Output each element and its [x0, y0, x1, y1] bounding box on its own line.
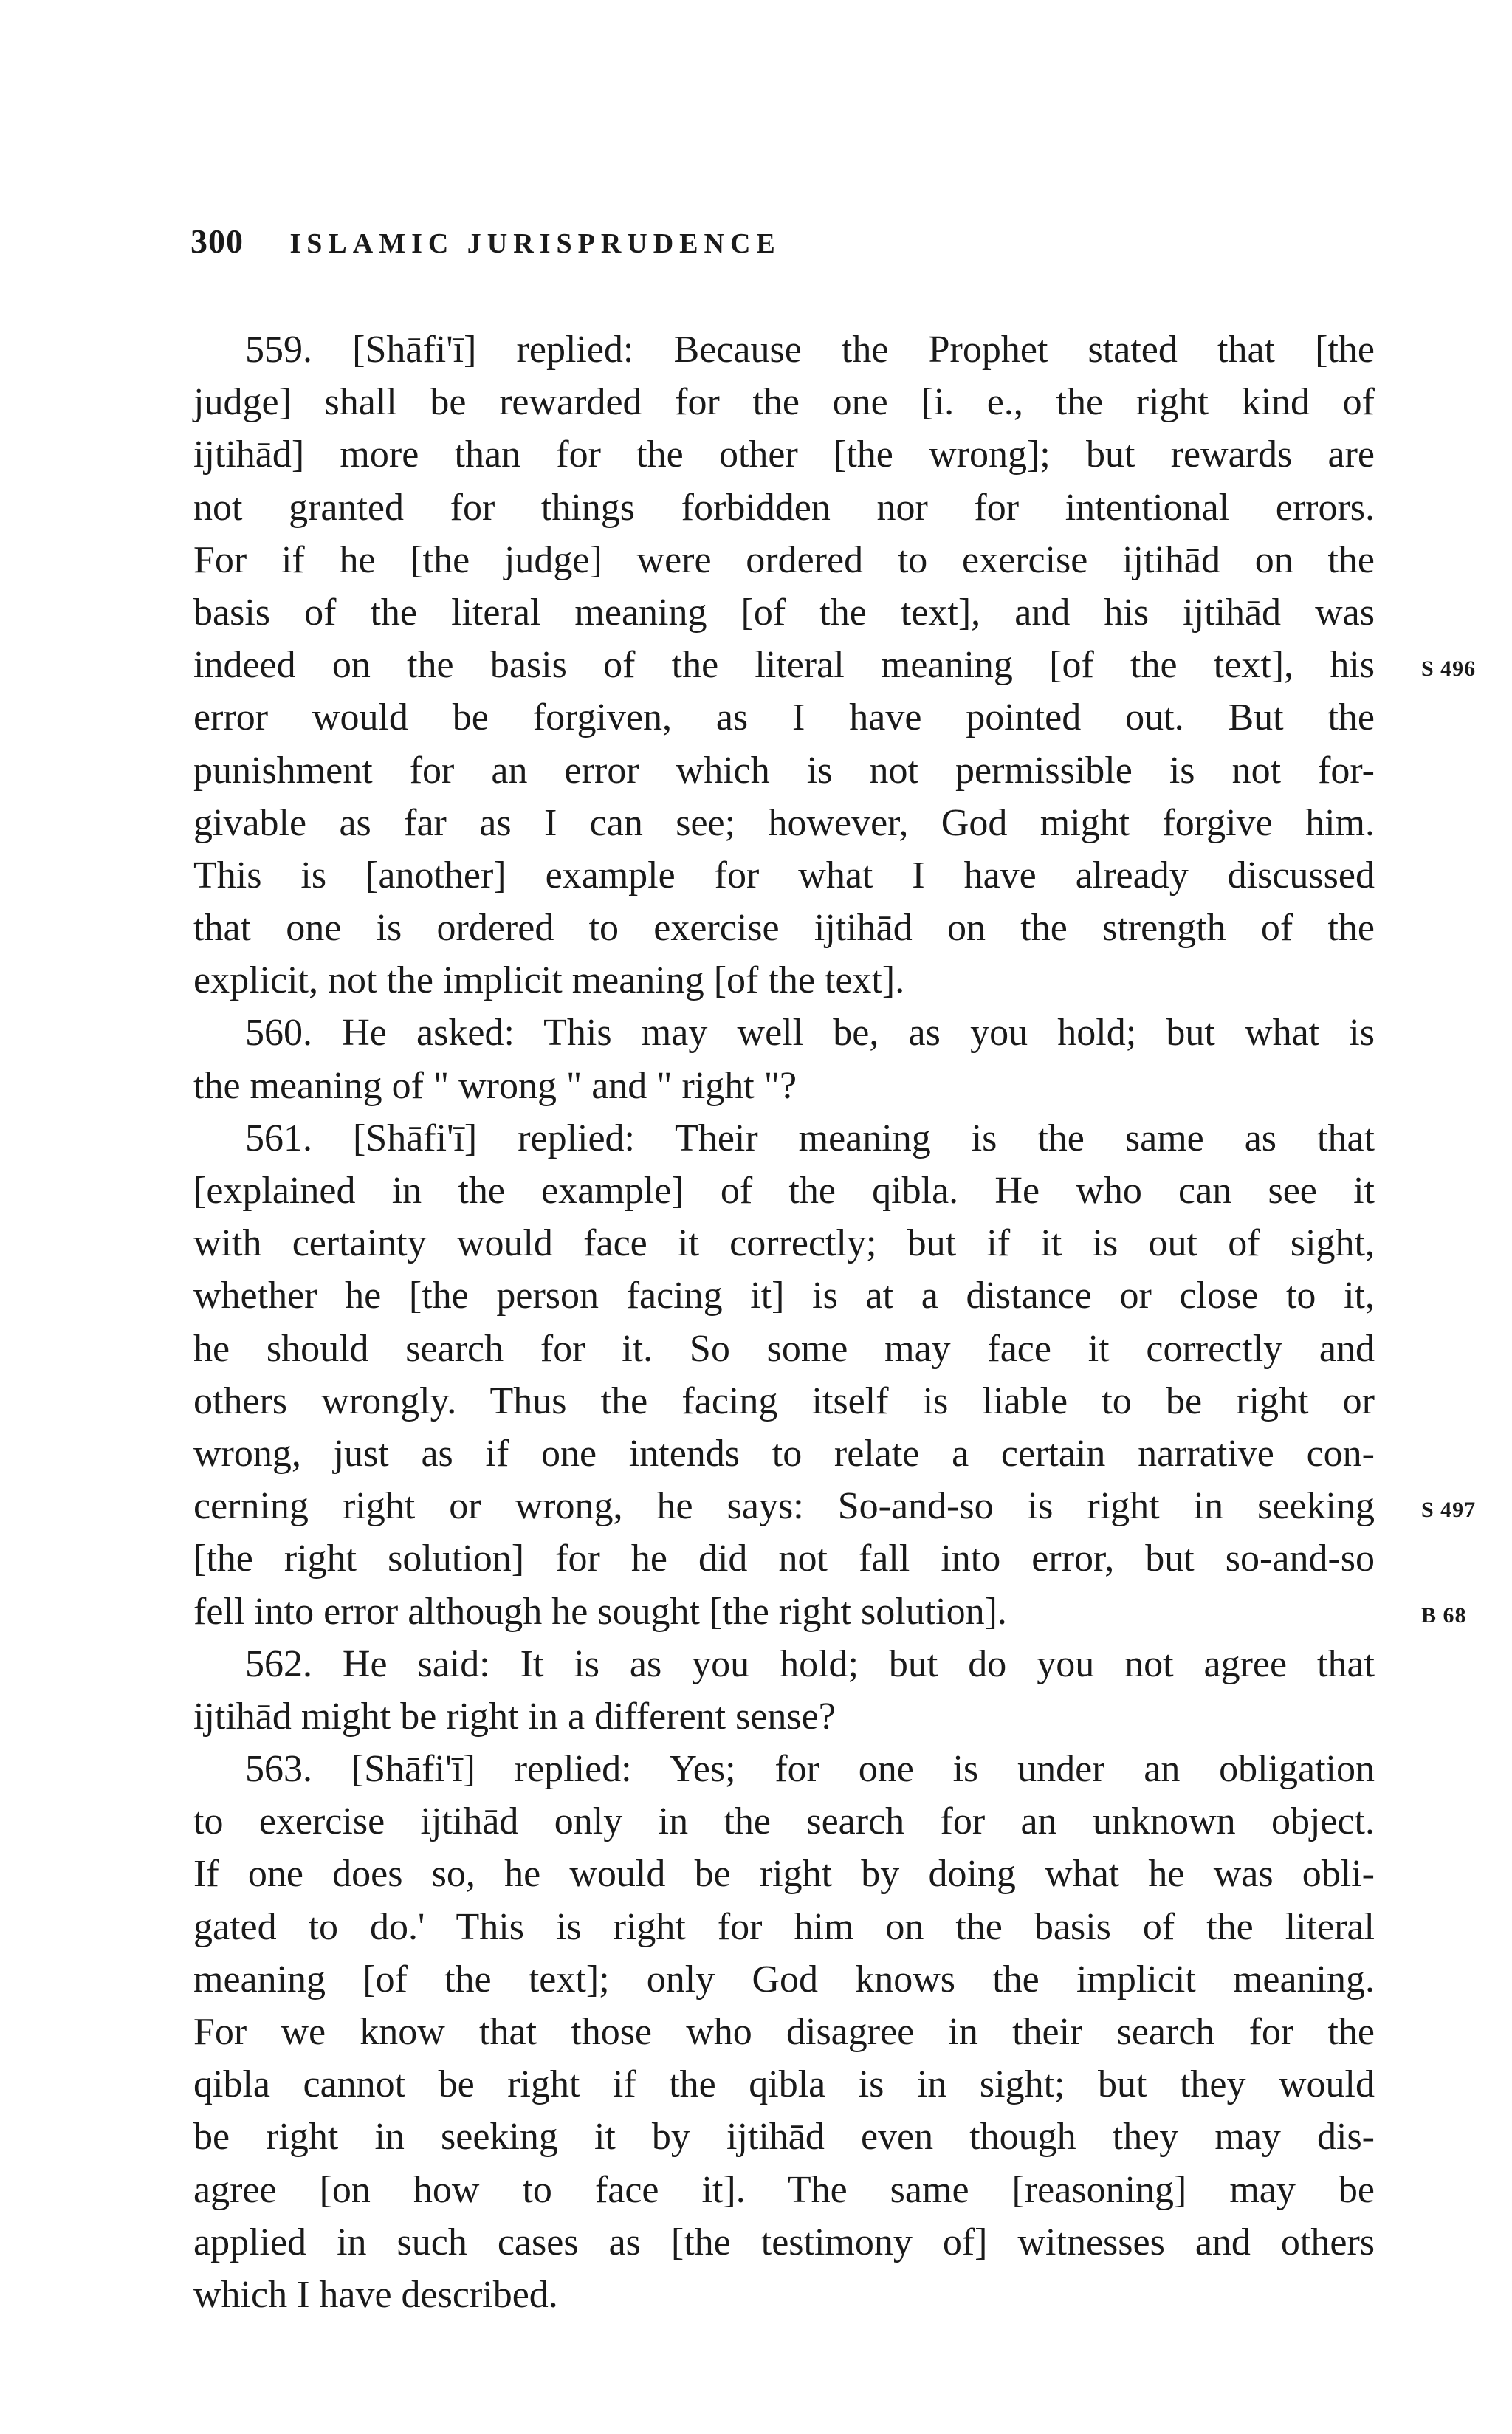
- text-line: ijtihād might be right in a different sense?: [193, 1695, 836, 1738]
- margin-reference: S 496: [1421, 657, 1477, 682]
- text-line: [the right solution] for he did not fall into error, but so-and-so: [193, 1537, 1375, 1580]
- text-line: ijtihād] more than for the other [the wrong]; but rewards are: [193, 433, 1375, 476]
- text-line: gated to do.' This is right for him on the basis of the literal: [193, 1905, 1375, 1948]
- running-head: [190, 222, 781, 261]
- text-line: fell into error although he sought [the right solution].: [193, 1590, 1007, 1633]
- page-number: 300: [190, 222, 244, 260]
- paragraph-first-line: 562. He said: It is as you hold; but do you not agree that: [245, 1642, 1375, 1685]
- text-line: This is [another] example for what I have already discussed: [193, 854, 1375, 897]
- text-line: judge] shall be rewarded for the one [i. e., the right kind of: [193, 381, 1375, 424]
- book-title: ISLAMIC JURISPRUDENCE: [289, 228, 781, 259]
- body-text: [193, 323, 1375, 2321]
- margin-reference: S 497: [1421, 1498, 1477, 1523]
- text-line: [explained in the example] of the qibla. He who can see it: [193, 1170, 1375, 1212]
- text-line: others wrongly. Thus the facing itself is liable to be right or: [193, 1379, 1375, 1422]
- text-line: that one is ordered to exercise ijtihād on the strength of the: [193, 907, 1375, 950]
- text-line: applied in such cases as [the testimony of] witnesses and others: [193, 2221, 1375, 2263]
- text-line: For if he [the judge] were ordered to exercise ijtihād on the: [193, 538, 1375, 581]
- text-line: he should search for it. So some may face it correctly and: [193, 1327, 1375, 1370]
- text-line: For we know that those who disagree in their search for the: [193, 2011, 1375, 2053]
- text-line: meaning [of the text]; only God knows the implicit meaning.: [193, 1958, 1375, 2001]
- text-line: cerning right or wrong, he says: So-and-so is right in seeking: [193, 1485, 1375, 1528]
- paragraph-first-line: 559. [Shāfi'ī] replied: Because the Prophet stated that [the: [245, 329, 1375, 371]
- text-line: wrong, just as if one intends to relate a certain narrative con-: [193, 1432, 1375, 1475]
- text-line: error would be forgiven, as I have pointed out. But the: [193, 696, 1375, 739]
- text-line: the meaning of " wrong " and " right "?: [193, 1064, 797, 1107]
- paragraph-first-line: 561. [Shāfi'ī] replied: Their meaning is the same as that: [245, 1117, 1375, 1159]
- text-line: with certainty would face it correctly; but if it is out of sight,: [193, 1222, 1375, 1265]
- text-line: qibla cannot be right if the qibla is in sight; but they would: [193, 2063, 1375, 2106]
- text-line: be right in seeking it by ijtihād even though they may dis-: [193, 2116, 1375, 2159]
- text-line: punishment for an error which is not permissible is not for-: [193, 749, 1375, 792]
- text-line: basis of the literal meaning [of the text], and his ijtihād was: [193, 591, 1375, 634]
- text-line: agree [on how to face it]. The same [reasoning] may be: [193, 2168, 1375, 2211]
- margin-reference: B 68: [1421, 1602, 1467, 1628]
- text-line: indeed on the basis of the literal meaning [of the text], his: [193, 644, 1375, 687]
- text-line: which I have described.: [193, 2273, 558, 2316]
- text-line: explicit, not the implicit meaning [of the text].: [193, 959, 905, 1002]
- text-line: to exercise ijtihād only in the search for an unknown object.: [193, 1800, 1375, 1843]
- text-line: whether he [the person facing it] is at a distance or close to it,: [193, 1275, 1375, 1317]
- paragraph-first-line: 563. [Shāfi'ī] replied: Yes; for one is under an obligation: [245, 1748, 1375, 1791]
- paragraph-first-line: 560. He asked: This may well be, as you hold; but what is: [245, 1012, 1375, 1055]
- text-line: not granted for things forbidden nor for intentional errors.: [193, 486, 1375, 529]
- text-line: If one does so, he would be right by doing what he was obli-: [193, 1853, 1375, 1896]
- text-line: givable as far as I can see; however, God might forgive him.: [193, 801, 1375, 844]
